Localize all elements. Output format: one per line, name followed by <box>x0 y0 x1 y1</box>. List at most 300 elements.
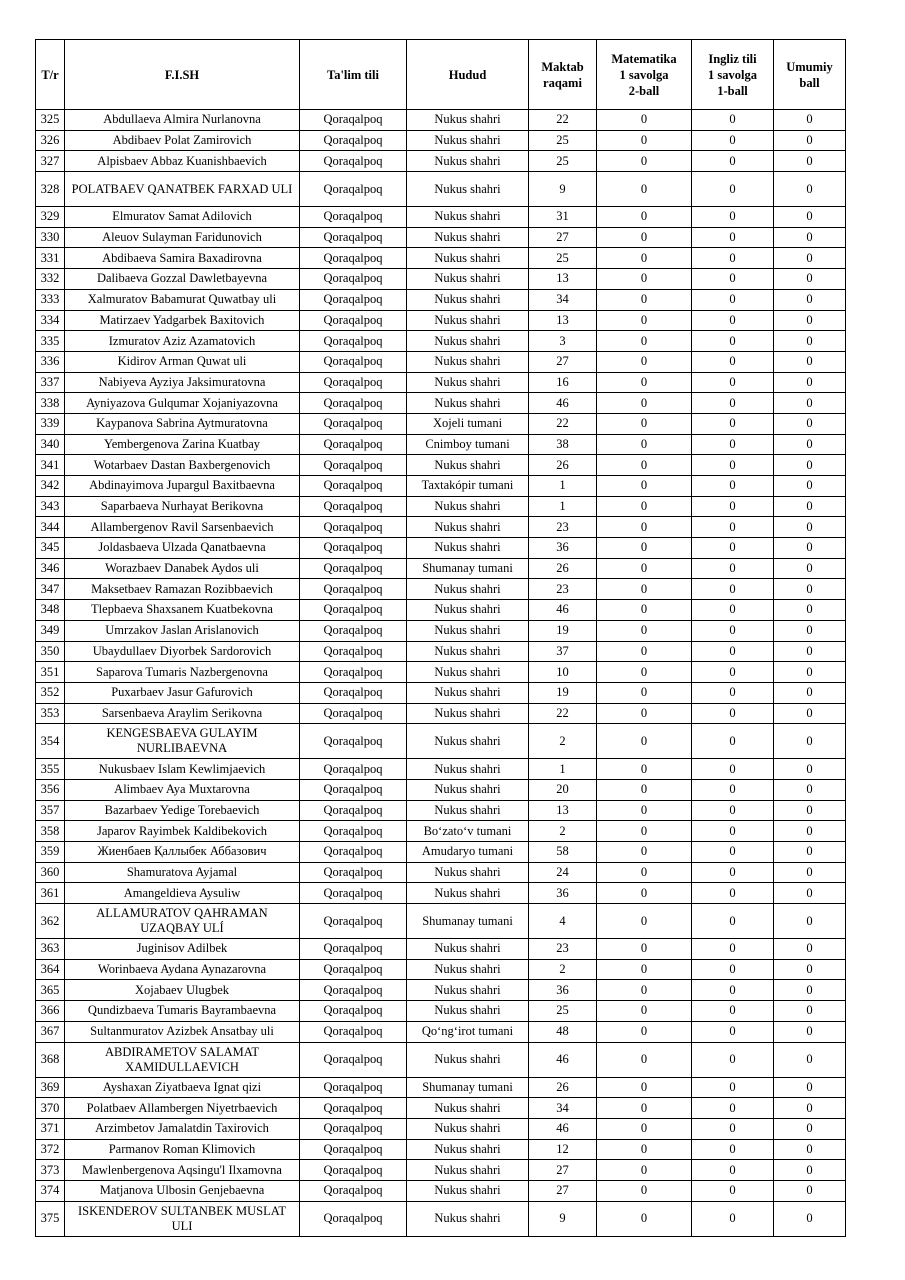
school-number-cell: 27 <box>529 1160 597 1181</box>
math-score-cell: 0 <box>597 1021 692 1042</box>
school-number-cell: 26 <box>529 455 597 476</box>
full-name-cell: Abdullaeva Almira Nurlanovna <box>65 110 300 131</box>
full-name-cell: Amangeldieva Aysuliw <box>65 883 300 904</box>
school-number-cell: 27 <box>529 1180 597 1201</box>
region-cell: Nukus shahri <box>407 1001 529 1022</box>
table-row <box>36 476 846 497</box>
full-name-cell: Yembergenova Zarina Kuatbay <box>65 434 300 455</box>
school-number-cell: 36 <box>529 538 597 559</box>
school-number-cell: 16 <box>529 372 597 393</box>
table-row <box>36 538 846 559</box>
language-cell: Qoraqalpoq <box>300 1042 407 1077</box>
math-score-cell: 0 <box>597 620 692 641</box>
row-number-cell: 346 <box>36 558 65 579</box>
row-number-cell: 325 <box>36 110 65 131</box>
full-name-cell: Tlepbaeva Shaxsanem Kuatbekovna <box>65 600 300 621</box>
header-total-score: Umumiy ball <box>774 40 846 110</box>
total-score-cell: 0 <box>774 939 846 960</box>
total-score-cell: 0 <box>774 172 846 207</box>
region-cell: Amudaryo tumani <box>407 842 529 863</box>
full-name-cell: Puxarbaev Jasur Gafurovich <box>65 682 300 703</box>
math-score-cell: 0 <box>597 1201 692 1236</box>
total-score-cell: 0 <box>774 110 846 131</box>
math-score-cell: 0 <box>597 703 692 724</box>
english-score-cell: 0 <box>692 600 774 621</box>
english-score-cell: 0 <box>692 842 774 863</box>
table-row <box>36 331 846 352</box>
english-score-cell: 0 <box>692 130 774 151</box>
region-cell: Nukus shahri <box>407 1180 529 1201</box>
total-score-cell: 0 <box>774 1042 846 1077</box>
language-cell: Qoraqalpoq <box>300 641 407 662</box>
language-cell: Qoraqalpoq <box>300 1021 407 1042</box>
full-name-cell: Kidirov Arman Quwat uli <box>65 351 300 372</box>
row-number-cell: 367 <box>36 1021 65 1042</box>
school-number-cell: 25 <box>529 151 597 172</box>
language-cell: Qoraqalpoq <box>300 172 407 207</box>
region-cell: Nukus shahri <box>407 130 529 151</box>
language-cell: Qoraqalpoq <box>300 110 407 131</box>
math-score-cell: 0 <box>597 151 692 172</box>
language-cell: Qoraqalpoq <box>300 800 407 821</box>
region-cell: Nukus shahri <box>407 496 529 517</box>
english-score-cell: 0 <box>692 1077 774 1098</box>
math-score-cell: 0 <box>597 248 692 269</box>
region-cell: Nukus shahri <box>407 331 529 352</box>
row-number-cell: 347 <box>36 579 65 600</box>
row-number-cell: 371 <box>36 1118 65 1139</box>
total-score-cell: 0 <box>774 538 846 559</box>
english-score-cell: 0 <box>692 939 774 960</box>
region-cell: Xojeli tumani <box>407 413 529 434</box>
school-number-cell: 58 <box>529 842 597 863</box>
region-cell: Nukus shahri <box>407 1160 529 1181</box>
math-score-cell: 0 <box>597 682 692 703</box>
language-cell: Qoraqalpoq <box>300 207 407 228</box>
region-cell: Nukus shahri <box>407 759 529 780</box>
math-score-cell: 0 <box>597 800 692 821</box>
language-cell: Qoraqalpoq <box>300 620 407 641</box>
language-cell: Qoraqalpoq <box>300 939 407 960</box>
region-cell: Nukus shahri <box>407 289 529 310</box>
header-row <box>36 40 846 110</box>
region-cell: Nukus shahri <box>407 662 529 683</box>
table-row <box>36 579 846 600</box>
math-score-cell: 0 <box>597 1118 692 1139</box>
language-cell: Qoraqalpoq <box>300 703 407 724</box>
school-number-cell: 24 <box>529 862 597 883</box>
full-name-cell: Bazarbaev Yedige Torebaevich <box>65 800 300 821</box>
school-number-cell: 46 <box>529 1042 597 1077</box>
region-cell: Nukus shahri <box>407 1118 529 1139</box>
table-row <box>36 1077 846 1098</box>
school-number-cell: 27 <box>529 351 597 372</box>
total-score-cell: 0 <box>774 517 846 538</box>
header-math-score: Matematika 1 savolga 2-ball <box>597 40 692 110</box>
region-cell: Nukus shahri <box>407 1098 529 1119</box>
total-score-cell: 0 <box>774 207 846 228</box>
school-number-cell: 37 <box>529 641 597 662</box>
region-cell: Nukus shahri <box>407 980 529 1001</box>
english-score-cell: 0 <box>692 620 774 641</box>
row-number-cell: 361 <box>36 883 65 904</box>
school-number-cell: 19 <box>529 682 597 703</box>
total-score-cell: 0 <box>774 331 846 352</box>
language-cell: Qoraqalpoq <box>300 1180 407 1201</box>
total-score-cell: 0 <box>774 724 846 759</box>
table-row <box>36 1021 846 1042</box>
total-score-cell: 0 <box>774 151 846 172</box>
total-score-cell: 0 <box>774 248 846 269</box>
english-score-cell: 0 <box>692 703 774 724</box>
language-cell: Qoraqalpoq <box>300 1077 407 1098</box>
region-cell: Nukus shahri <box>407 1042 529 1077</box>
math-score-cell: 0 <box>597 110 692 131</box>
row-number-cell: 330 <box>36 227 65 248</box>
full-name-cell: Maksetbaev Ramazan Rozibbaevich <box>65 579 300 600</box>
english-score-cell: 0 <box>692 862 774 883</box>
language-cell: Qoraqalpoq <box>300 779 407 800</box>
school-number-cell: 36 <box>529 980 597 1001</box>
math-score-cell: 0 <box>597 600 692 621</box>
school-number-cell: 2 <box>529 724 597 759</box>
language-cell: Qoraqalpoq <box>300 351 407 372</box>
table-row <box>36 980 846 1001</box>
total-score-cell: 0 <box>774 434 846 455</box>
language-cell: Qoraqalpoq <box>300 331 407 352</box>
school-number-cell: 36 <box>529 883 597 904</box>
math-score-cell: 0 <box>597 130 692 151</box>
language-cell: Qoraqalpoq <box>300 759 407 780</box>
full-name-cell: Nukusbaev Islam Kewlimjaevich <box>65 759 300 780</box>
table-row <box>36 558 846 579</box>
math-score-cell: 0 <box>597 821 692 842</box>
school-number-cell: 22 <box>529 703 597 724</box>
math-score-cell: 0 <box>597 558 692 579</box>
math-score-cell: 0 <box>597 1180 692 1201</box>
total-score-cell: 0 <box>774 476 846 497</box>
total-score-cell: 0 <box>774 1098 846 1119</box>
language-cell: Qoraqalpoq <box>300 883 407 904</box>
full-name-cell: Alimbaev Aya Muxtarovna <box>65 779 300 800</box>
language-cell: Qoraqalpoq <box>300 289 407 310</box>
language-cell: Qoraqalpoq <box>300 227 407 248</box>
total-score-cell: 0 <box>774 413 846 434</box>
row-number-cell: 372 <box>36 1139 65 1160</box>
language-cell: Qoraqalpoq <box>300 980 407 1001</box>
english-score-cell: 0 <box>692 434 774 455</box>
table-row <box>36 842 846 863</box>
region-cell: Nukus shahri <box>407 724 529 759</box>
row-number-cell: 355 <box>36 759 65 780</box>
english-score-cell: 0 <box>692 476 774 497</box>
math-score-cell: 0 <box>597 207 692 228</box>
language-cell: Qoraqalpoq <box>300 600 407 621</box>
math-score-cell: 0 <box>597 641 692 662</box>
header-region: Hudud <box>407 40 529 110</box>
language-cell: Qoraqalpoq <box>300 393 407 414</box>
english-score-cell: 0 <box>692 207 774 228</box>
school-number-cell: 13 <box>529 269 597 290</box>
full-name-cell: Xojabaev Ulugbek <box>65 980 300 1001</box>
region-cell: Shumanay tumani <box>407 1077 529 1098</box>
row-number-cell: 329 <box>36 207 65 228</box>
english-score-cell: 0 <box>692 372 774 393</box>
full-name-cell: Worazbaev Danabek Aydos uli <box>65 558 300 579</box>
english-score-cell: 0 <box>692 1098 774 1119</box>
region-cell: Nukus shahri <box>407 620 529 641</box>
math-score-cell: 0 <box>597 1160 692 1181</box>
english-score-cell: 0 <box>692 393 774 414</box>
math-score-cell: 0 <box>597 959 692 980</box>
full-name-cell: Elmuratov Samat Adilovich <box>65 207 300 228</box>
region-cell: Nukus shahri <box>407 372 529 393</box>
row-number-cell: 340 <box>36 434 65 455</box>
table-row <box>36 227 846 248</box>
row-number-cell: 362 <box>36 904 65 939</box>
region-cell: Nukus shahri <box>407 682 529 703</box>
table-row <box>36 1160 846 1181</box>
english-score-cell: 0 <box>692 779 774 800</box>
math-score-cell: 0 <box>597 579 692 600</box>
school-number-cell: 26 <box>529 558 597 579</box>
full-name-cell: Saparova Tumaris Nazbergenovna <box>65 662 300 683</box>
language-cell: Qoraqalpoq <box>300 904 407 939</box>
row-number-cell: 348 <box>36 600 65 621</box>
table-row <box>36 1139 846 1160</box>
total-score-cell: 0 <box>774 821 846 842</box>
header-school-number: Maktab raqami <box>529 40 597 110</box>
math-score-cell: 0 <box>597 842 692 863</box>
math-score-cell: 0 <box>597 724 692 759</box>
total-score-cell: 0 <box>774 310 846 331</box>
math-score-cell: 0 <box>597 476 692 497</box>
school-number-cell: 25 <box>529 130 597 151</box>
full-name-cell: Ayshaxan Ziyatbaeva Ignat qizi <box>65 1077 300 1098</box>
table-row <box>36 496 846 517</box>
total-score-cell: 0 <box>774 579 846 600</box>
total-score-cell: 0 <box>774 682 846 703</box>
math-score-cell: 0 <box>597 1098 692 1119</box>
region-cell: Nukus shahri <box>407 227 529 248</box>
total-score-cell: 0 <box>774 1180 846 1201</box>
full-name-cell: Umrzakov Jaslan Arislanovich <box>65 620 300 641</box>
school-number-cell: 12 <box>529 1139 597 1160</box>
row-number-cell: 375 <box>36 1201 65 1236</box>
row-number-cell: 338 <box>36 393 65 414</box>
full-name-cell: Matjanova Ulbosin Genjebaevna <box>65 1180 300 1201</box>
english-score-cell: 0 <box>692 641 774 662</box>
full-name-cell: Saparbaeva Nurhayat Berikovna <box>65 496 300 517</box>
total-score-cell: 0 <box>774 1160 846 1181</box>
school-number-cell: 25 <box>529 1001 597 1022</box>
region-cell: Nukus shahri <box>407 310 529 331</box>
total-score-cell: 0 <box>774 703 846 724</box>
table-row <box>36 1098 846 1119</box>
region-cell: Shumanay tumani <box>407 558 529 579</box>
school-number-cell: 2 <box>529 959 597 980</box>
english-score-cell: 0 <box>692 151 774 172</box>
english-score-cell: 0 <box>692 248 774 269</box>
table-row <box>36 248 846 269</box>
full-name-cell: Joldasbaeva Ulzada Qanatbaevna <box>65 538 300 559</box>
math-score-cell: 0 <box>597 310 692 331</box>
table-row <box>36 800 846 821</box>
table-row <box>36 130 846 151</box>
language-cell: Qoraqalpoq <box>300 821 407 842</box>
table-row <box>36 1118 846 1139</box>
school-number-cell: 46 <box>529 393 597 414</box>
language-cell: Qoraqalpoq <box>300 269 407 290</box>
math-score-cell: 0 <box>597 1077 692 1098</box>
header-full-name: F.I.SH <box>65 40 300 110</box>
region-cell: Nukus shahri <box>407 883 529 904</box>
full-name-cell: Xalmuratov Babamurat Quwatbay uli <box>65 289 300 310</box>
math-score-cell: 0 <box>597 289 692 310</box>
total-score-cell: 0 <box>774 455 846 476</box>
row-number-cell: 370 <box>36 1098 65 1119</box>
school-number-cell: 9 <box>529 1201 597 1236</box>
region-cell: Nukus shahri <box>407 393 529 414</box>
school-number-cell: 9 <box>529 172 597 207</box>
region-cell: Nukus shahri <box>407 151 529 172</box>
region-cell: Nukus shahri <box>407 455 529 476</box>
table-row <box>36 703 846 724</box>
language-cell: Qoraqalpoq <box>300 842 407 863</box>
math-score-cell: 0 <box>597 351 692 372</box>
row-number-cell: 350 <box>36 641 65 662</box>
row-number-cell: 369 <box>36 1077 65 1098</box>
table-row <box>36 434 846 455</box>
table-row <box>36 372 846 393</box>
full-name-cell: Nabiyeva Ayziya Jaksimuratovna <box>65 372 300 393</box>
row-number-cell: 364 <box>36 959 65 980</box>
table-row <box>36 310 846 331</box>
row-number-cell: 326 <box>36 130 65 151</box>
row-number-cell: 335 <box>36 331 65 352</box>
school-number-cell: 1 <box>529 496 597 517</box>
english-score-cell: 0 <box>692 1042 774 1077</box>
region-cell: Nukus shahri <box>407 207 529 228</box>
header-number: T/r <box>36 40 65 110</box>
math-score-cell: 0 <box>597 1042 692 1077</box>
school-number-cell: 25 <box>529 248 597 269</box>
full-name-cell: Polatbaev Allambergen Niyetrbaevich <box>65 1098 300 1119</box>
language-cell: Qoraqalpoq <box>300 310 407 331</box>
table-row <box>36 393 846 414</box>
school-number-cell: 13 <box>529 800 597 821</box>
language-cell: Qoraqalpoq <box>300 1098 407 1119</box>
row-number-cell: 358 <box>36 821 65 842</box>
row-number-cell: 359 <box>36 842 65 863</box>
full-name-cell: Ubaydullaev Diyorbek Sardorovich <box>65 641 300 662</box>
table-row <box>36 904 846 939</box>
full-name-cell: Matirzaev Yadgarbek Baxitovich <box>65 310 300 331</box>
language-cell: Qoraqalpoq <box>300 517 407 538</box>
school-number-cell: 27 <box>529 227 597 248</box>
math-score-cell: 0 <box>597 227 692 248</box>
region-cell: Nukus shahri <box>407 959 529 980</box>
school-number-cell: 34 <box>529 289 597 310</box>
english-score-cell: 0 <box>692 310 774 331</box>
row-number-cell: 363 <box>36 939 65 960</box>
total-score-cell: 0 <box>774 1118 846 1139</box>
language-cell: Qoraqalpoq <box>300 1201 407 1236</box>
region-cell: Cnimboy tumani <box>407 434 529 455</box>
full-name-cell: ALLAMURATOV QAHRAMAN UZAQBAY ULÍ <box>65 904 300 939</box>
header-language: Ta'lim tili <box>300 40 407 110</box>
row-number-cell: 351 <box>36 662 65 683</box>
school-number-cell: 31 <box>529 207 597 228</box>
table-row <box>36 1042 846 1077</box>
full-name-cell: Arzimbetov Jamalatdin Taxirovich <box>65 1118 300 1139</box>
table-row <box>36 600 846 621</box>
total-score-cell: 0 <box>774 779 846 800</box>
total-score-cell: 0 <box>774 842 846 863</box>
row-number-cell: 327 <box>36 151 65 172</box>
language-cell: Qoraqalpoq <box>300 455 407 476</box>
language-cell: Qoraqalpoq <box>300 558 407 579</box>
total-score-cell: 0 <box>774 662 846 683</box>
region-cell: Nukus shahri <box>407 110 529 131</box>
header-english-score: Ingliz tili 1 savolga 1-ball <box>692 40 774 110</box>
school-number-cell: 26 <box>529 1077 597 1098</box>
total-score-cell: 0 <box>774 600 846 621</box>
language-cell: Qoraqalpoq <box>300 476 407 497</box>
total-score-cell: 0 <box>774 1139 846 1160</box>
english-score-cell: 0 <box>692 517 774 538</box>
total-score-cell: 0 <box>774 759 846 780</box>
school-number-cell: 48 <box>529 1021 597 1042</box>
table-row <box>36 662 846 683</box>
english-score-cell: 0 <box>692 351 774 372</box>
english-score-cell: 0 <box>692 269 774 290</box>
school-number-cell: 23 <box>529 517 597 538</box>
full-name-cell: Wotarbaev Dastan Baxbergenovich <box>65 455 300 476</box>
row-number-cell: 332 <box>36 269 65 290</box>
math-score-cell: 0 <box>597 904 692 939</box>
table-row <box>36 724 846 759</box>
full-name-cell: Жиенбаев Қаллыбек Аббазович <box>65 842 300 863</box>
school-number-cell: 3 <box>529 331 597 352</box>
region-cell: Nukus shahri <box>407 703 529 724</box>
total-score-cell: 0 <box>774 351 846 372</box>
language-cell: Qoraqalpoq <box>300 959 407 980</box>
total-score-cell: 0 <box>774 862 846 883</box>
table-header <box>36 40 846 110</box>
table-row <box>36 207 846 228</box>
table-row <box>36 1001 846 1022</box>
full-name-cell: Parmanov Roman Klimovich <box>65 1139 300 1160</box>
math-score-cell: 0 <box>597 662 692 683</box>
total-score-cell: 0 <box>774 641 846 662</box>
full-name-cell: Izmuratov Aziz Azamatovich <box>65 331 300 352</box>
total-score-cell: 0 <box>774 496 846 517</box>
row-number-cell: 331 <box>36 248 65 269</box>
row-number-cell: 344 <box>36 517 65 538</box>
math-score-cell: 0 <box>597 759 692 780</box>
school-number-cell: 4 <box>529 904 597 939</box>
row-number-cell: 360 <box>36 862 65 883</box>
english-score-cell: 0 <box>692 759 774 780</box>
region-cell: Nukus shahri <box>407 248 529 269</box>
english-score-cell: 0 <box>692 1160 774 1181</box>
full-name-cell: Japarov Rayimbek Kaldibekovich <box>65 821 300 842</box>
school-number-cell: 34 <box>529 1098 597 1119</box>
row-number-cell: 352 <box>36 682 65 703</box>
full-name-cell: Mawlenbergenova Aqsingu'l Ilxamovna <box>65 1160 300 1181</box>
region-cell: Taxtakópir tumani <box>407 476 529 497</box>
